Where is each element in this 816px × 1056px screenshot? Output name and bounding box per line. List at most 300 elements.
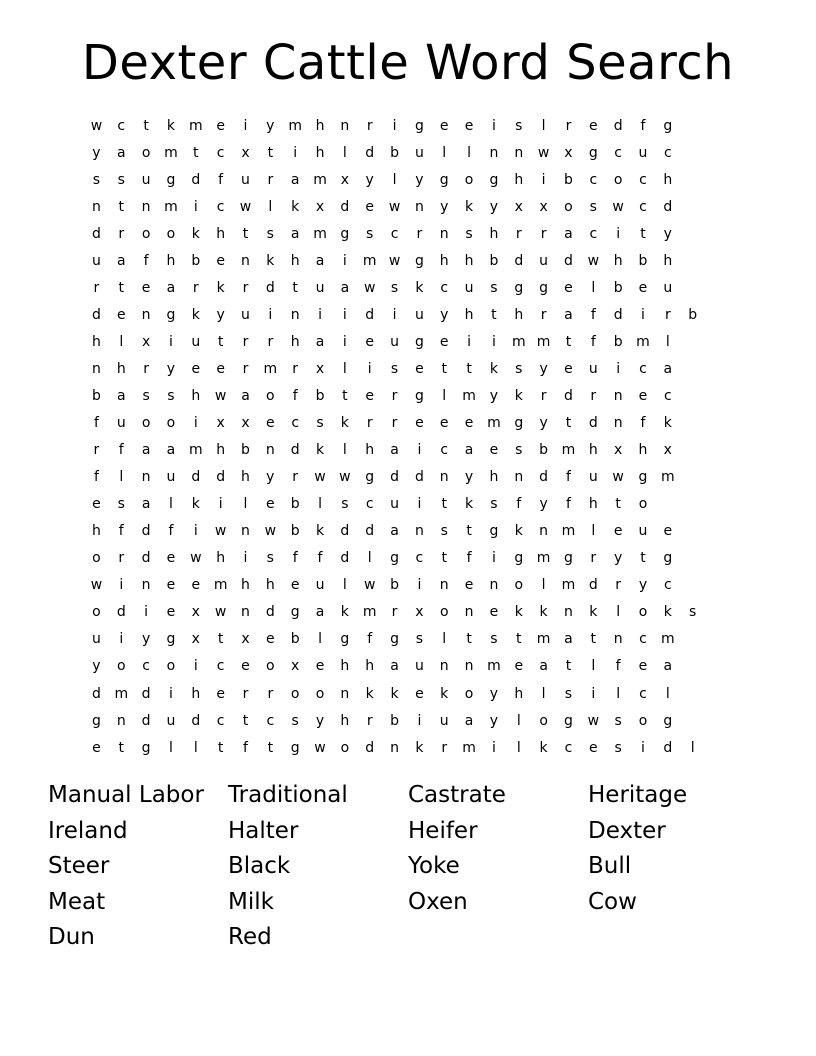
grid-letter: a — [464, 442, 474, 459]
grid-letter: m — [462, 739, 476, 756]
grid-letter: a — [539, 658, 548, 675]
grid-letter: t — [193, 144, 199, 161]
grid-letter: g — [663, 712, 673, 729]
grid-letter: s — [266, 225, 274, 242]
grid-letter: g — [564, 712, 573, 729]
grid-letter: r — [540, 225, 547, 242]
grid-letter: l — [665, 685, 670, 702]
grid-letter: d — [340, 198, 350, 215]
grid-letter: h — [216, 442, 226, 459]
grid-letter: k — [440, 685, 449, 702]
grid-letter: k — [315, 442, 325, 459]
grid-letter: m — [313, 225, 327, 242]
grid-letter: e — [141, 279, 151, 296]
grid-letter: y — [365, 171, 374, 188]
grid-row — [84, 653, 705, 680]
grid-letter: s — [465, 225, 473, 242]
grid-letter: r — [391, 387, 398, 404]
grid-letter: i — [243, 117, 248, 134]
grid-letter: d — [91, 685, 101, 702]
grid-letter: f — [590, 306, 596, 323]
grid-letter: t — [516, 631, 522, 648]
grid-letter: h — [489, 469, 499, 486]
grid-letter: g — [290, 739, 300, 756]
grid-letter: h — [315, 144, 325, 161]
grid-letter: o — [638, 496, 648, 513]
grid-letter: a — [390, 658, 399, 675]
grid-letter: c — [589, 225, 598, 242]
grid-letter: t — [615, 496, 621, 513]
grid-letter: t — [491, 306, 497, 323]
grid-letter: s — [564, 685, 573, 702]
grid-letter: r — [441, 739, 448, 756]
grid-letter: y — [539, 360, 548, 377]
grid-letter: c — [365, 496, 374, 513]
grid-letter: h — [166, 252, 176, 269]
grid-letter: w — [214, 604, 227, 621]
grid-letter: g — [414, 252, 424, 269]
grid-row — [84, 437, 705, 464]
grid-letter: s — [291, 712, 299, 729]
grid-letter: u — [141, 171, 151, 188]
grid-letter: m — [536, 550, 551, 567]
grid-letter: r — [366, 415, 373, 432]
grid-letter: t — [143, 117, 149, 134]
grid-letter: g — [489, 171, 499, 188]
grid-letter: w — [339, 469, 351, 486]
grid-letter: m — [164, 198, 178, 215]
grid-letter: n — [91, 360, 101, 377]
grid-letter: g — [514, 279, 524, 296]
grid-letter: o — [439, 604, 449, 621]
grid-letter: c — [639, 198, 647, 215]
grid-letter: x — [415, 604, 424, 621]
grid-letter: d — [191, 171, 201, 188]
grid-letter: y — [663, 225, 672, 242]
grid-letter: k — [539, 739, 548, 756]
grid-letter: n — [464, 658, 474, 675]
grid-letter: f — [516, 496, 522, 513]
grid-row — [84, 572, 705, 599]
grid-letter: n — [539, 523, 549, 540]
word-list-item: Ireland — [48, 817, 128, 844]
grid-letter: k — [291, 198, 300, 215]
grid-letter: n — [290, 306, 300, 323]
grid-letter: g — [588, 144, 598, 161]
grid-letter: t — [267, 144, 274, 161]
grid-letter: g — [166, 171, 176, 188]
grid-letter: d — [141, 712, 151, 729]
grid-letter: f — [143, 252, 149, 269]
grid-letter: i — [193, 198, 198, 215]
grid-letter: l — [119, 333, 124, 350]
grid-letter: u — [390, 333, 399, 350]
grid-letter: n — [564, 604, 573, 621]
grid-letter: k — [489, 360, 498, 377]
grid-letter: d — [414, 469, 424, 486]
grid-letter: y — [539, 496, 548, 513]
grid-letter: s — [689, 604, 697, 621]
grid-letter: h — [315, 117, 325, 134]
grid-letter: u — [91, 252, 101, 269]
grid-letter: e — [638, 279, 648, 296]
grid-letter: l — [169, 496, 173, 513]
grid-letter: r — [242, 333, 249, 350]
grid-letter: s — [515, 117, 523, 134]
word-list-item: Black — [228, 853, 291, 880]
grid-letter: i — [342, 306, 347, 323]
grid-letter: t — [292, 279, 298, 296]
word-list-item: Heritage — [588, 782, 688, 808]
grid-letter: g — [166, 631, 176, 648]
grid-letter: i — [218, 496, 223, 513]
grid-letter: r — [292, 360, 299, 377]
grid-letter: k — [191, 306, 200, 323]
grid-letter: f — [243, 739, 248, 756]
grid-letter: m — [288, 117, 302, 134]
grid-letter: w — [314, 739, 326, 756]
grid-letter: s — [515, 360, 523, 377]
grid-letter: w — [612, 198, 624, 215]
grid-letter: e — [166, 550, 176, 567]
grid-letter: c — [639, 631, 647, 648]
grid-letter: l — [392, 171, 397, 188]
grid-letter: e — [464, 577, 474, 594]
grid-letter: h — [464, 252, 474, 269]
grid-letter: t — [118, 198, 125, 215]
grid-letter: a — [166, 279, 176, 296]
grid-letter: o — [514, 577, 524, 594]
grid-letter: c — [266, 712, 275, 729]
grid-letter: i — [193, 658, 198, 675]
grid-letter: x — [514, 198, 523, 215]
grid-letter: w — [587, 712, 600, 729]
grid-letter: b — [315, 387, 325, 404]
grid-letter: n — [141, 577, 151, 594]
word-list-item: Dexter — [588, 817, 666, 844]
grid-letter: w — [314, 469, 326, 486]
grid-letter: l — [591, 523, 596, 540]
grid-letter: n — [439, 469, 449, 486]
grid-letter: g — [564, 550, 573, 567]
grid-letter: h — [638, 442, 648, 459]
grid-letter: h — [290, 333, 300, 350]
grid-letter: h — [663, 171, 673, 188]
grid-letter: d — [564, 387, 573, 404]
grid-letter: f — [565, 496, 571, 513]
grid-letter: r — [143, 360, 149, 377]
grid-letter: l — [591, 279, 596, 296]
grid-letter: u — [241, 171, 250, 188]
grid-letter: n — [613, 387, 623, 404]
grid-letter: l — [616, 685, 621, 702]
grid-letter: t — [342, 387, 348, 404]
grid-letter: r — [391, 604, 398, 621]
grid-letter: t — [267, 739, 274, 756]
grid-letter: a — [116, 252, 126, 269]
grid-letter: e — [663, 523, 673, 540]
word-list-item: Dun — [48, 924, 95, 951]
grid-letter: c — [614, 144, 622, 161]
grid-letter: w — [214, 387, 227, 404]
grid-letter: o — [92, 604, 101, 621]
grid-letter: t — [118, 279, 125, 296]
grid-letter: s — [589, 198, 597, 215]
grid-letter: x — [241, 415, 250, 432]
grid-letter: r — [391, 415, 398, 432]
grid-letter: x — [315, 360, 325, 377]
grid-letter: u — [588, 469, 598, 486]
grid-letter: o — [464, 171, 474, 188]
grid-letter: b — [390, 144, 399, 161]
grid-letter: d — [191, 712, 201, 729]
grid-letter: f — [615, 658, 621, 675]
grid-letter: b — [91, 387, 101, 404]
grid-letter: o — [266, 387, 275, 404]
grid-letter: r — [366, 117, 373, 134]
grid-letter: c — [663, 387, 672, 404]
word-list-item: Milk — [228, 888, 274, 915]
grid-letter: d — [539, 469, 549, 486]
grid-letter: w — [90, 577, 103, 594]
grid-letter: y — [489, 685, 499, 702]
grid-letter: l — [342, 577, 347, 594]
grid-letter: c — [216, 198, 225, 215]
grid-letter: s — [390, 279, 399, 296]
grid-letter: u — [166, 712, 176, 729]
grid-letter: g — [91, 712, 101, 729]
grid-letter: i — [491, 739, 496, 756]
grid-letter: s — [490, 631, 498, 648]
grid-letter: t — [640, 550, 646, 567]
grid-letter: i — [392, 117, 397, 134]
grid-letter: t — [441, 550, 447, 567]
word-list-item: Traditional — [228, 782, 348, 808]
grid-letter: g — [414, 387, 424, 404]
grid-letter: h — [191, 685, 201, 702]
grid-letter: m — [636, 333, 650, 350]
grid-letter: u — [638, 144, 648, 161]
grid-letter: a — [141, 496, 151, 513]
grid-letter: a — [564, 306, 573, 323]
grid-letter: i — [193, 523, 198, 540]
grid-letter: f — [93, 469, 99, 486]
grid-letter: u — [439, 712, 449, 729]
grid-letter: t — [242, 225, 249, 242]
grid-letter: k — [415, 739, 424, 756]
grid-letter: e — [464, 415, 474, 432]
grid-letter: b — [191, 252, 201, 269]
grid-letter: a — [340, 279, 350, 296]
grid-letter: o — [539, 712, 548, 729]
grid-letter: e — [514, 658, 524, 675]
grid-letter: d — [365, 144, 375, 161]
grid-letter: x — [191, 604, 200, 621]
grid-letter: l — [193, 739, 198, 756]
grid-letter: s — [117, 171, 125, 188]
grid-letter: k — [266, 252, 275, 269]
grid-letter: o — [166, 225, 176, 242]
grid-letter: y — [266, 117, 275, 134]
grid-row — [84, 166, 705, 193]
grid-letter: d — [663, 198, 673, 215]
grid-letter: w — [264, 523, 277, 540]
grid-row — [84, 301, 705, 328]
grid-letter: n — [241, 604, 250, 621]
grid-letter: a — [290, 225, 300, 242]
grid-letter: i — [144, 604, 149, 621]
grid-letter: m — [313, 171, 327, 188]
grid-letter: t — [565, 333, 572, 350]
grid-letter: k — [514, 523, 523, 540]
grid-letter: f — [640, 415, 646, 432]
grid-letter: u — [414, 306, 424, 323]
grid-letter: w — [537, 144, 550, 161]
grid-letter: d — [613, 306, 623, 323]
grid-letter: n — [439, 225, 449, 242]
grid-letter: r — [590, 387, 597, 404]
grid-letter: t — [590, 631, 597, 648]
grid-letter: g — [514, 415, 524, 432]
grid-letter: r — [366, 712, 373, 729]
grid-letter: n — [116, 712, 126, 729]
grid-letter: l — [665, 333, 670, 350]
grid-row — [84, 599, 705, 626]
grid-letter: d — [340, 523, 350, 540]
grid-letter: o — [564, 198, 573, 215]
grid-letter: a — [116, 387, 126, 404]
grid-letter: e — [216, 252, 225, 269]
grid-letter: b — [241, 442, 250, 459]
grid-letter: x — [539, 198, 548, 215]
grid-letter: c — [216, 144, 225, 161]
grid-letter: r — [540, 387, 547, 404]
grid-letter: r — [590, 550, 597, 567]
grid-letter: c — [216, 712, 225, 729]
page-title: Dexter Cattle Word Search — [81, 35, 735, 91]
grid-letter: d — [365, 306, 375, 323]
grid-letter: e — [191, 577, 201, 594]
grid-letter: m — [462, 387, 476, 404]
grid-letter: f — [93, 415, 99, 432]
grid-letter: i — [616, 360, 621, 377]
grid-letter: g — [439, 171, 449, 188]
grid-letter: i — [119, 577, 124, 594]
grid-letter: g — [390, 550, 399, 567]
grid-letter: x — [191, 631, 200, 648]
grid-letter: b — [613, 333, 623, 350]
grid-letter: i — [169, 685, 173, 702]
grid-letter: g — [663, 117, 673, 134]
grid-row — [84, 626, 705, 653]
grid-letter: t — [466, 631, 472, 648]
grid-letter: r — [267, 685, 274, 702]
grid-letter: e — [588, 739, 598, 756]
grid-letter: h — [216, 225, 226, 242]
grid-letter: g — [290, 604, 300, 621]
grid-letter: e — [166, 577, 176, 594]
grid-letter: y — [464, 469, 474, 486]
grid-letter: k — [589, 604, 598, 621]
grid-letter: w — [587, 252, 600, 269]
grid-letter: i — [392, 306, 397, 323]
grid-letter: e — [266, 631, 275, 648]
grid-letter: o — [166, 415, 176, 432]
grid-letter: s — [490, 496, 498, 513]
grid-letter: h — [663, 252, 673, 269]
grid-letter: n — [414, 198, 424, 215]
word-list-item: Oxen — [408, 888, 468, 915]
grid-letter: m — [188, 442, 203, 459]
grid-letter: i — [268, 306, 273, 323]
grid-letter: k — [465, 198, 474, 215]
grid-letter: r — [242, 279, 249, 296]
grid-letter: d — [141, 685, 151, 702]
grid-letter: w — [190, 550, 202, 567]
grid-letter: w — [612, 469, 624, 486]
grid-letter: k — [191, 496, 200, 513]
grid-letter: e — [116, 306, 126, 323]
grid-letter: x — [241, 631, 250, 648]
grid-letter: f — [118, 523, 124, 540]
grid-letter: r — [242, 685, 249, 702]
grid-letter: s — [266, 550, 274, 567]
grid-letter: u — [166, 469, 176, 486]
grid-letter: n — [613, 415, 623, 432]
grid-letter: g — [489, 523, 499, 540]
word-list-item: Manual Labor — [48, 782, 204, 808]
grid-letter: t — [441, 496, 447, 513]
grid-letter: r — [242, 360, 249, 377]
grid-letter: h — [116, 360, 126, 377]
grid-letter: y — [440, 306, 449, 323]
grid-letter: u — [191, 333, 201, 350]
grid-letter: d — [613, 117, 623, 134]
grid-letter: r — [292, 469, 299, 486]
word-list-item: Halter — [228, 817, 299, 844]
grid-letter: e — [166, 604, 176, 621]
grid-letter: h — [439, 252, 449, 269]
grid-letter: r — [416, 225, 423, 242]
grid-letter: h — [241, 577, 250, 594]
grid-letter: o — [141, 415, 151, 432]
grid-letter: e — [415, 360, 424, 377]
grid-letter: h — [340, 712, 350, 729]
grid-letter: h — [464, 306, 474, 323]
grid-letter: b — [564, 171, 573, 188]
grid-letter: h — [290, 252, 300, 269]
grid-letter: y — [92, 144, 101, 161]
grid-letter: h — [588, 442, 598, 459]
grid-letter: x — [663, 442, 672, 459]
grid-letter: s — [366, 225, 374, 242]
grid-letter: n — [241, 252, 250, 269]
grid-letter: c — [117, 117, 126, 134]
grid-letter: k — [663, 415, 672, 432]
grid-letter: g — [166, 306, 176, 323]
grid-letter: r — [664, 306, 671, 323]
grid-letter: i — [243, 550, 248, 567]
grid-letter: f — [317, 550, 323, 567]
grid-letter: i — [641, 306, 645, 323]
grid-letter: w — [239, 198, 252, 215]
word-list-item: Cow — [588, 888, 637, 915]
grid-letter: a — [564, 225, 573, 242]
grid-letter: i — [293, 144, 298, 161]
grid-letter: l — [342, 360, 347, 377]
grid-row — [84, 382, 705, 409]
grid-letter: n — [265, 442, 275, 459]
